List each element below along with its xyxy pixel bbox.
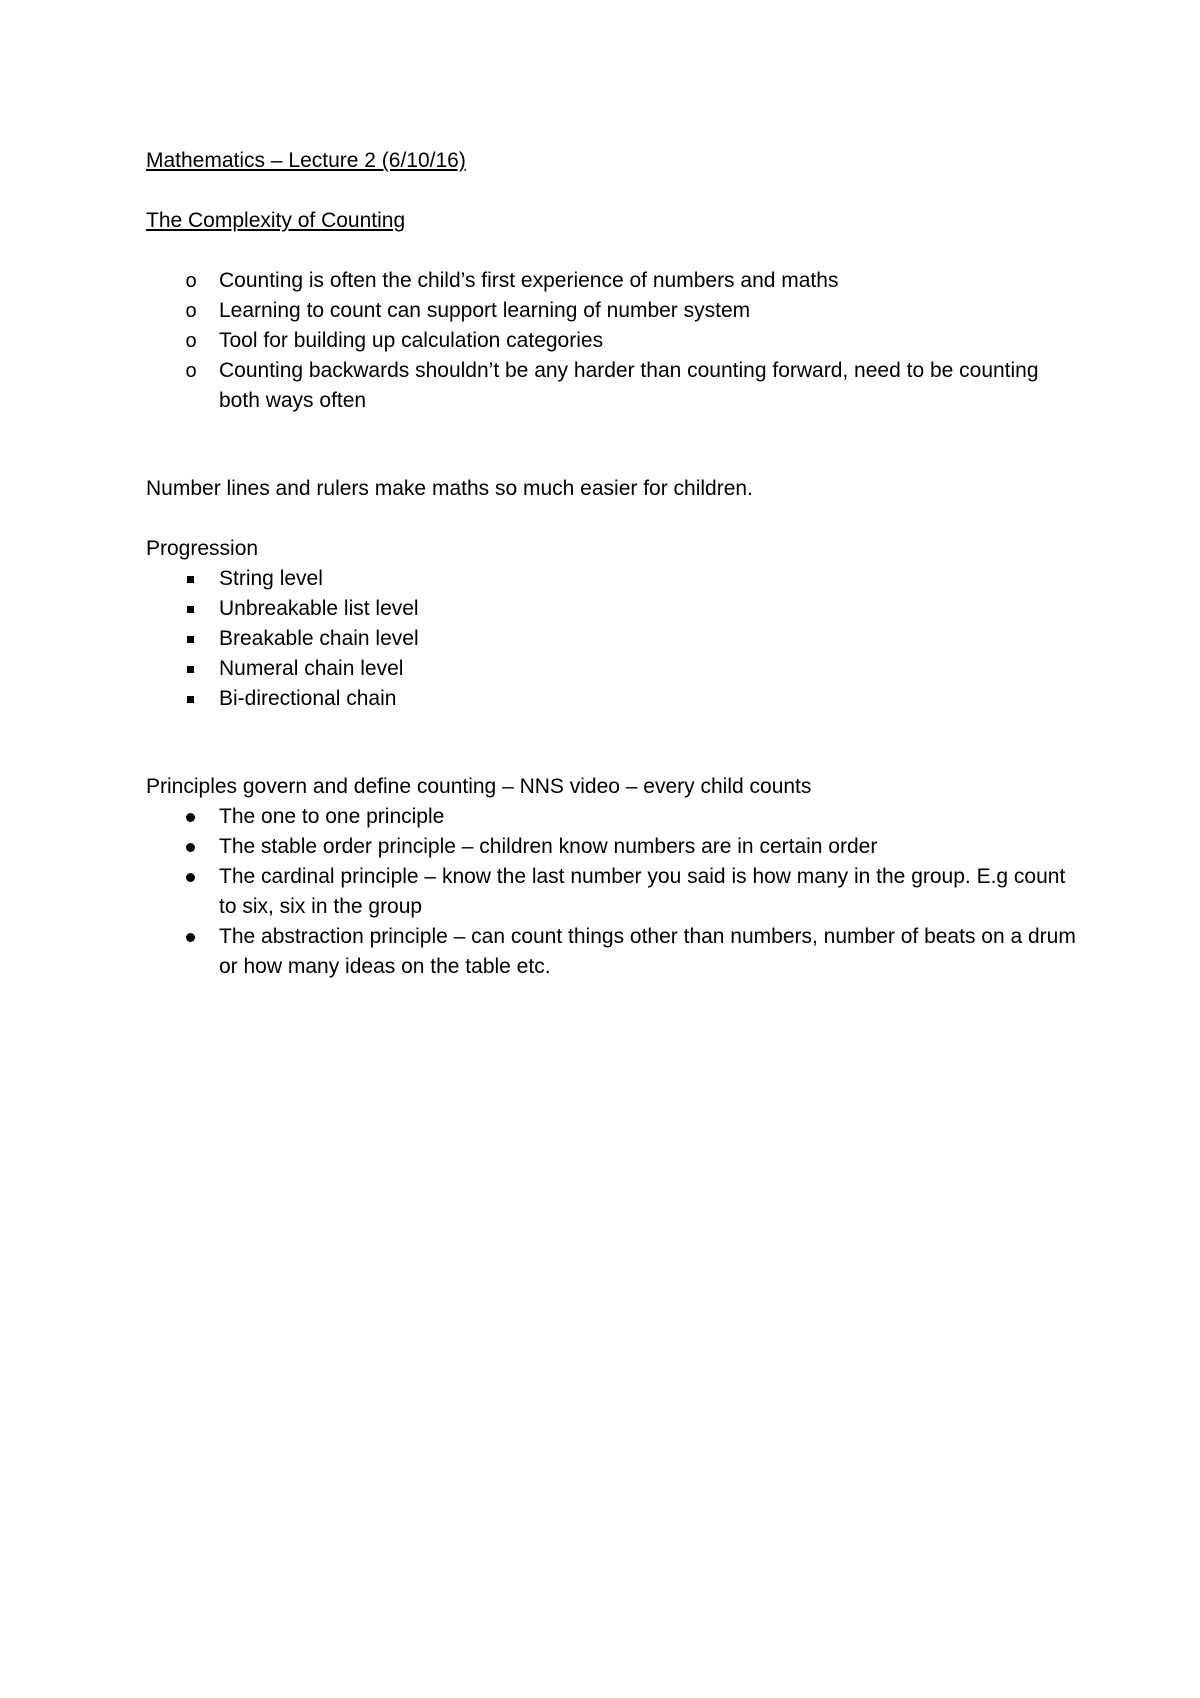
progression-list xyxy=(146,564,1076,714)
list-item xyxy=(146,594,1076,624)
section-heading-principles: Principles govern and define counting – NNS video – every child counts xyxy=(146,775,812,798)
list-item xyxy=(146,266,1076,296)
list-item-text: Numeral chain level xyxy=(219,657,404,680)
list-item-text: Counting backwards shouldn’t be any harder than counting forward, need to be counting both ways often xyxy=(219,359,1039,412)
list-item-text: Counting is often the child’s first experience of numbers and maths xyxy=(219,269,839,292)
spacer xyxy=(146,504,1076,534)
list-item-text: Tool for building up calculation categories xyxy=(219,329,604,352)
number-lines-paragraph: Number lines and rulers make maths so much easier for children. xyxy=(146,477,753,500)
list-item-text: String level xyxy=(219,567,323,590)
list-item-text: Unbreakable list level xyxy=(219,597,419,620)
circle-bullet-icon: o xyxy=(185,360,197,382)
list-item xyxy=(146,684,1076,714)
list-item xyxy=(146,296,1076,326)
section-heading-complexity: The Complexity of Counting xyxy=(146,209,406,232)
spacer xyxy=(146,236,1076,266)
list-item-text: The abstraction principle – can count things other than numbers, number of beats on a drum or how many ideas on the table etc. xyxy=(219,925,1076,978)
principles-list xyxy=(146,802,1076,982)
list-item xyxy=(146,654,1076,684)
list-item xyxy=(146,624,1076,654)
document-title: Mathematics – Lecture 2 (6/10/16) xyxy=(146,149,466,172)
list-item-text: Breakable chain level xyxy=(219,627,419,650)
list-item xyxy=(146,802,1076,832)
circle-bullet-icon: o xyxy=(185,300,197,322)
section-heading-progression: Progression xyxy=(146,537,259,560)
list-item-text: The one to one principle xyxy=(219,805,445,828)
spacer xyxy=(146,714,1076,772)
list-item xyxy=(146,922,1076,982)
spacer xyxy=(146,416,1076,474)
document-page xyxy=(146,146,1076,982)
list-item xyxy=(146,564,1076,594)
list-item-text: The cardinal principle – know the last number you said is how many in the group. E.g count to six, six in the group xyxy=(219,865,1066,918)
list-item xyxy=(146,862,1076,922)
list-item-text: Learning to count can support learning of number system xyxy=(219,299,751,322)
spacer xyxy=(146,176,1076,206)
circle-bullet-icon: o xyxy=(185,330,197,352)
list-item-text: The stable order principle – children know numbers are in certain order xyxy=(219,835,878,858)
circle-bullet-icon: o xyxy=(185,270,197,292)
list-item xyxy=(146,832,1076,862)
list-item xyxy=(146,356,1076,416)
list-item-text: Bi-directional chain xyxy=(219,687,397,710)
complexity-list xyxy=(146,266,1076,416)
list-item xyxy=(146,326,1076,356)
